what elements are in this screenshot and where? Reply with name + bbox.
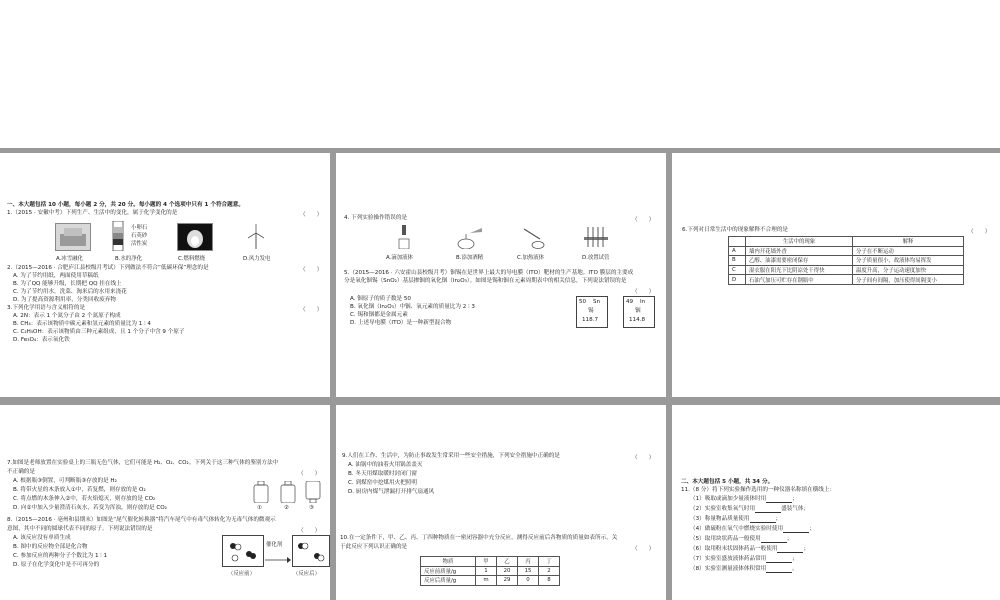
q7-option-a: A. 根据瓶③倒置，可判断瓶③存放的是 H₂ bbox=[13, 478, 117, 484]
table-cell: 石油气加压可贮存在钢瓶中 bbox=[746, 275, 853, 285]
table-header-row bbox=[421, 557, 560, 567]
q4-option-c: C.加热液体 bbox=[517, 255, 545, 261]
item-end: ； bbox=[809, 526, 815, 532]
reaction-after-box bbox=[292, 535, 330, 567]
q2-option-a: A. 为了节约用纸，两面使用草稿纸 bbox=[13, 273, 99, 279]
q7-option-b: B. 将带火星的木条放入①中，若复燃，则存放的是 O₂ bbox=[13, 487, 146, 493]
q10-stem-line-1: 10.在一定条件下，甲、乙、丙、丁四种物质在一密闭容器中充分反应，测得反应前后各物质的质量如表所示。关 bbox=[340, 535, 618, 541]
table-cell: 分子间有间隔，加压使得间隔变小 bbox=[853, 275, 964, 285]
item-text: （3）称量物品质量使用 bbox=[690, 516, 750, 522]
table-cell: 8 bbox=[539, 576, 560, 586]
q5-option-c: C. 锡和铟都是金属元素 bbox=[350, 312, 408, 318]
tube-rack-image bbox=[582, 225, 610, 249]
q6-answer-paren: （ ） bbox=[968, 229, 991, 235]
table-cell: 20 bbox=[497, 566, 518, 576]
tin-number: 50 bbox=[579, 299, 587, 305]
reaction-arrow bbox=[265, 548, 291, 567]
answer-blank[interactable] bbox=[766, 497, 792, 503]
table-cell: 1 bbox=[476, 566, 497, 576]
item-end: ； bbox=[792, 496, 798, 502]
q5-option-a: A. 铟原子的质子数是 50 bbox=[350, 296, 411, 302]
answer-blank[interactable] bbox=[766, 557, 792, 563]
table-header-cell bbox=[729, 237, 746, 247]
q8-stem-line-1: 8.（2015—2016 · 亳州和县期末）如图是“尾气催化转换器”将汽车尾气中有毒气体转化为无毒气体的微观示 bbox=[7, 517, 276, 523]
table-cell: 湿衣服在阳光下比阴凉处干得快 bbox=[746, 265, 853, 275]
section-title: 一、本大题包括 10 小题，每小题 2 分，共 20 分。每小题的 4 个选项中只有 1 个符合题意。 bbox=[7, 202, 244, 208]
q1-stem: 1.（2015 · 安徽中考）下列生产、生活中的变化，属于化学变化的是 bbox=[7, 210, 178, 216]
q6-stem: 6.下列对日常生活中的现象解释不合理的是 bbox=[682, 227, 789, 233]
item-text: （1）吸取或滴加少量液体时用 bbox=[690, 496, 767, 502]
table-cell: 反应后质量/g bbox=[421, 576, 476, 586]
q9-answer-paren: （ ） bbox=[632, 455, 655, 461]
q3-answer-paren: （ ） bbox=[300, 307, 323, 313]
wind-turbine-image bbox=[243, 223, 269, 249]
q3-stem: 3.下列化学用语与含义相符的是 bbox=[7, 305, 86, 311]
table-cell: 2 bbox=[539, 566, 560, 576]
q6-table bbox=[728, 236, 964, 285]
q5-stem-line-2: 分是氧化铟锡（SnO₂）基层掺铟的氧化铟（In₂O₃）。如图是锡和铟在元素周期表中的相关信息，下列说法错误的是 bbox=[344, 278, 627, 284]
table-row bbox=[729, 256, 964, 266]
q11-item-2 bbox=[690, 506, 809, 513]
q9-option-a: A. 油锅中的油着火用锅盖盖灭 bbox=[348, 462, 423, 468]
q8-option-a: A. 该反应没有单质生成 bbox=[13, 535, 71, 541]
page-6 bbox=[672, 405, 1000, 600]
table-cell: 分子质量很小，故液体均易挥发 bbox=[853, 256, 964, 266]
bottle-label-2: ② bbox=[284, 505, 289, 511]
item-text: （2）实验室收集氧气时用 bbox=[690, 506, 756, 512]
q5-option-b: B. 氧化铟（In₂O₃）中铟、氧元素的质量比为 2 ∶ 3 bbox=[350, 304, 475, 310]
item-end: ； bbox=[792, 556, 798, 562]
q8-option-d: D. 原子在化学变化中是不可再分的 bbox=[13, 562, 100, 568]
indium-symbol: In bbox=[640, 299, 646, 305]
item-text: （4）做硫粉在氧气中燃烧实验时使用 bbox=[690, 526, 784, 532]
table-cell: 分子在不断运动 bbox=[853, 246, 964, 256]
page-3 bbox=[672, 153, 1000, 397]
q1-option-a: A.冰雪融化 bbox=[56, 256, 83, 262]
item-end: 盛装气体； bbox=[781, 506, 810, 512]
item-text: （6）取用粉末状固体药品一般使用 bbox=[690, 546, 778, 552]
filter-label-1: 小卵石 bbox=[131, 225, 148, 231]
gas-bottle-1 bbox=[253, 481, 269, 507]
q4-stem: 4. 下列实验操作错误的是 bbox=[344, 215, 408, 221]
table-row bbox=[421, 566, 560, 576]
item-end: 。 bbox=[792, 566, 798, 572]
answer-blank[interactable] bbox=[766, 567, 792, 573]
q11-item-3 bbox=[690, 516, 781, 523]
alcohol-lamp-image bbox=[456, 227, 484, 249]
q11-stem: 11.（8 分）将下列实验操作选用的一种仪器名称填在横线上： bbox=[681, 487, 836, 493]
answer-blank[interactable] bbox=[761, 537, 787, 543]
q5-stem-line-1: 5.（2015—2016 · 六安霍山县校级月考）铟锡在是世界上最大的导电膜（ITO）靶材的生产基地。ITO 膜层的主要成 bbox=[344, 270, 634, 276]
q3-option-b: B. CH₄：表示该物质中碳元素和氢元素的质量比为 1 ∶ 4 bbox=[13, 321, 151, 327]
indium-number: 49 bbox=[626, 299, 634, 305]
item-end: ； bbox=[786, 536, 793, 542]
q1-answer-paren: （ ） bbox=[300, 212, 323, 218]
filter-label-2: 石英砂 bbox=[131, 233, 148, 239]
q10-stem-line-2: 于此反应下列认识正确的是 bbox=[340, 544, 408, 550]
q9-stem: 9.人们在工作、生活中，为防止事故发生常采用一些安全措施，下列安全措施中正确的是 bbox=[342, 453, 560, 459]
table-cell: 墙内开花墙外香 bbox=[746, 246, 853, 256]
table-cell: B bbox=[729, 256, 746, 266]
q11-item-6 bbox=[690, 546, 809, 553]
q2-option-d: D. 为了提高资源利用率，分类回收废弃物 bbox=[13, 297, 116, 303]
table-header-cell: 甲 bbox=[476, 557, 497, 567]
table-cell: 温度升高，分子运动速度加快 bbox=[853, 265, 964, 275]
table-header-cell: 物质 bbox=[421, 557, 476, 567]
tin-symbol: Sn bbox=[593, 299, 601, 305]
q11-item-4 bbox=[690, 526, 815, 533]
table-cell: 15 bbox=[518, 566, 539, 576]
q11-item-8 bbox=[690, 566, 798, 573]
table-header-cell: 丁 bbox=[539, 557, 560, 567]
item-end: ； bbox=[803, 546, 810, 552]
section-title-2: 二、本大题包括 5 小题，共 34 分。 bbox=[681, 479, 774, 485]
q2-option-b: B. 为了QQ 能够升级，长期把 QQ 挂在线上 bbox=[13, 281, 122, 287]
q4-option-d: D.放置试管 bbox=[582, 255, 610, 261]
dropper-image bbox=[396, 225, 412, 249]
element-tile-indium bbox=[623, 296, 655, 328]
q5-answer-paren: （ ） bbox=[632, 289, 655, 295]
table-cell: 29 bbox=[497, 576, 518, 586]
table-cell: 0 bbox=[518, 576, 539, 586]
q3-option-c: C. C₂H₅OH：表示该物质由三种元素组成，且 1 个分子中含 9 个原子 bbox=[13, 329, 185, 335]
q3-option-a: A. 2N：表示 1 个氮分子由 2 个氮原子构成 bbox=[13, 313, 121, 319]
table-header-cell: 丙 bbox=[518, 557, 539, 567]
answer-blank[interactable] bbox=[755, 507, 781, 513]
q10-table bbox=[420, 556, 560, 586]
table-header-cell: 乙 bbox=[497, 557, 518, 567]
q9-option-d: D. 厨房内煤气泄漏打开排气扇通风 bbox=[348, 489, 435, 495]
catalyst-label: 催化剂 bbox=[266, 542, 283, 548]
q4-option-a: A.滴加液体 bbox=[386, 255, 413, 261]
q11-item-5 bbox=[690, 536, 792, 543]
heating-tube-image bbox=[520, 225, 548, 249]
q9-option-c: C. 到煤窑中挖煤用火把照明 bbox=[348, 480, 417, 486]
q2-answer-paren: （ ） bbox=[300, 267, 323, 273]
indium-name: 铟 bbox=[635, 308, 641, 314]
bottle-label-1: ① bbox=[257, 505, 262, 511]
table-header-cell: 解释 bbox=[853, 237, 964, 247]
q1-option-b: B.水的净化 bbox=[115, 256, 142, 262]
table-cell: 乙醇、油漆需要密闭保存 bbox=[746, 256, 853, 266]
item-end: ； bbox=[775, 516, 782, 522]
q8-answer-paren: （ ） bbox=[298, 528, 321, 534]
item-text: （7）实验室盛放液体药品常用 bbox=[690, 556, 767, 562]
table-cell: D bbox=[729, 275, 746, 285]
before-label: （反应前） bbox=[228, 571, 255, 577]
table-cell: m bbox=[476, 576, 497, 586]
q8-option-c: C. 参加反应的两种分子个数比为 1 ∶ 1 bbox=[13, 553, 108, 559]
page-4 bbox=[0, 405, 330, 600]
indium-mass: 114.8 bbox=[629, 317, 646, 323]
table-row bbox=[729, 265, 964, 275]
q7-option-c: C. 将点燃的木条伸入②中，若火焰熄灭，则存放的是 CO₂ bbox=[13, 496, 156, 502]
table-cell: A bbox=[729, 246, 746, 256]
tin-mass: 118.7 bbox=[582, 317, 599, 323]
q2-option-c: C. 为了节约用水，洗菜、淘米后的水用来浇花 bbox=[13, 289, 127, 295]
q11-item-7 bbox=[690, 556, 798, 563]
page-2 bbox=[336, 153, 666, 397]
ice-melting-image bbox=[55, 223, 91, 251]
q1-option-c: C.燃料燃烧 bbox=[178, 256, 206, 262]
table-header-cell: 生活中的现象 bbox=[746, 237, 853, 247]
q4-answer-paren: （ ） bbox=[632, 217, 655, 223]
q7-answer-paren: （ ） bbox=[298, 471, 321, 477]
q7-option-d: D. 向②中加入少量澄清石灰水，若变为浑浊，则存放的是 CO₂ bbox=[13, 505, 167, 511]
q1-option-d: D.风力发电 bbox=[243, 256, 271, 262]
q11-item-1 bbox=[690, 496, 798, 503]
after-label: （反应后） bbox=[293, 571, 320, 577]
q5-option-d: D. 上述导电膜（ITO）是一种新型混合物 bbox=[350, 320, 452, 326]
q8-stem-line-2: 意图，其中不同的圆球代表不同的原子。下列说法错误的是 bbox=[7, 526, 153, 532]
page-5 bbox=[336, 405, 666, 600]
water-filter-image bbox=[107, 221, 129, 251]
table-row bbox=[421, 576, 560, 586]
q10-answer-paren: （ ） bbox=[632, 546, 655, 552]
fuel-burning-image bbox=[177, 223, 213, 251]
q7-stem-line-2: 不正确的是 bbox=[7, 469, 35, 475]
item-text: （8）实验室测量液体体积常用 bbox=[690, 566, 767, 572]
q9-option-b: B. 冬天用煤取暖时封闭门窗 bbox=[348, 471, 417, 477]
q7-stem-line-1: 7.如图是老师放置在实验桌上的三瓶无色气体，它们可能是 H₂、O₂、CO₂。下列关于这三种气体的鉴别方法中 bbox=[7, 460, 279, 466]
answer-blank[interactable] bbox=[750, 517, 776, 523]
answer-blank[interactable] bbox=[783, 527, 809, 533]
item-text: （5）取用块状药品一般使用 bbox=[690, 536, 761, 542]
gas-bottle-3 bbox=[305, 481, 321, 507]
table-header-row bbox=[729, 237, 964, 247]
q2-stem: 2.（2015—2016 · 合肥庐江县校级月考试）下列做法不符合“低碳环保”理念的是 bbox=[7, 265, 209, 271]
q4-option-b: B.添加酒精 bbox=[456, 255, 483, 261]
bottle-label-3: ③ bbox=[309, 505, 314, 511]
tin-name: 锡 bbox=[588, 308, 594, 314]
page-1 bbox=[0, 153, 330, 397]
q8-option-b: B. 图中的反应物全部是化合物 bbox=[13, 544, 88, 550]
element-tile-tin bbox=[576, 296, 608, 328]
gas-bottle-2 bbox=[280, 481, 296, 507]
q3-option-d: D. Fe₃O₄：表示氧化铁 bbox=[13, 337, 70, 343]
table-row bbox=[729, 275, 964, 285]
table-cell: 反应前质量/g bbox=[421, 566, 476, 576]
reaction-before-box bbox=[222, 535, 264, 567]
table-cell: C bbox=[729, 265, 746, 275]
table-row bbox=[729, 246, 964, 256]
filter-label-3: 活性炭 bbox=[131, 241, 148, 247]
answer-blank[interactable] bbox=[777, 547, 803, 553]
